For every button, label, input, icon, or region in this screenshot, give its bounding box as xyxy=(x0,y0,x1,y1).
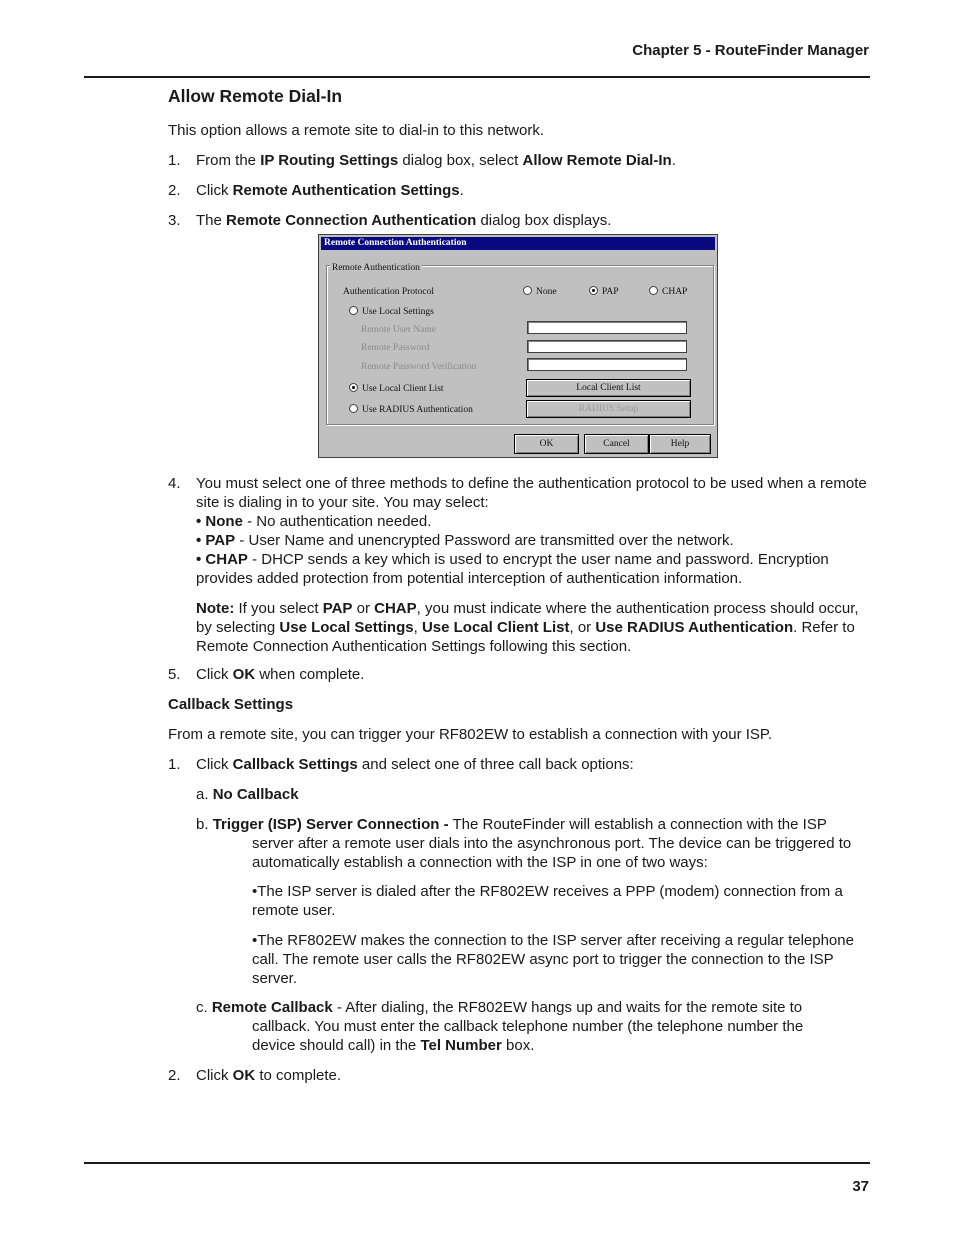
option-pap: • PAP - User Name and unencrypted Password are transmitted over the network. xyxy=(196,532,734,549)
step-number: 3. xyxy=(168,212,181,229)
section-title: Allow Remote Dial-In xyxy=(168,86,343,106)
remote-connection-authentication-dialog xyxy=(318,234,718,458)
header-rule xyxy=(84,76,870,78)
chapter-header: Chapter 5 - RouteFinder Manager xyxy=(632,42,869,59)
page-number: 37 xyxy=(852,1178,869,1195)
remote-password-label: Remote Password xyxy=(361,343,430,353)
note-paragraph: Note: If you select PAP or CHAP, you must indicate where the authentication process should occur, by selecting Use Local Settings, Use Local Client List, or Use RADIUS Authentication. Refer to Remote Connection Authentication Settings following this section. xyxy=(196,600,859,655)
option-chap: • CHAP - DHCP sends a key which is used to encrypt the user name and password. Encryption provides added protection from potential interception of authentication information. xyxy=(196,551,829,587)
callback-settings-title: Callback Settings xyxy=(168,696,294,713)
radio-pap[interactable]: PAP xyxy=(589,283,619,302)
footer-rule xyxy=(84,1162,870,1164)
step-number: 2. xyxy=(168,182,181,199)
option-none: • None - No authentication needed. xyxy=(196,513,432,530)
option-c-description: callback. You must enter the callback telephone number (the telephone number the device should call) in the Tel Number box. xyxy=(252,1018,804,1054)
step-number: 5. xyxy=(168,666,181,683)
dialog-title: Remote Connection Authentication xyxy=(321,237,715,250)
radius-setup-button[interactable]: RADIUS Setup xyxy=(526,400,691,418)
intro-paragraph: This option allows a remote site to dial-in to this network. xyxy=(168,122,545,139)
radio-use-local-settings[interactable]: Use Local Settings xyxy=(349,303,434,322)
radio-icon xyxy=(523,286,532,295)
trigger-bullet-2: •The RF802EW makes the connection to the ISP server after receiving a regular telephone call. The remote user calls the RF802EW async port to trigger the connection to the ISP server. xyxy=(252,932,854,987)
radio-selected-icon xyxy=(589,286,598,295)
remote-user-name-label: Remote User Name xyxy=(361,325,436,335)
callback-intro: From a remote site, you can trigger your RF802EW to establish a connection with your ISP. xyxy=(168,726,773,743)
radio-icon xyxy=(349,306,358,315)
step-number: 1. xyxy=(168,756,181,773)
remote-password-verification-input[interactable] xyxy=(527,358,687,371)
option-b-description: server after a remote user dials into the asynchronous port. The device can be triggered to automatically establish a connection with the ISP in one of two ways: xyxy=(252,835,852,871)
step-4-text: You must select one of three methods to define the authentication protocol to be used when a remote site is dialing in to your site. You may select: xyxy=(196,475,867,511)
radio-use-radius[interactable]: Use RADIUS Authentication xyxy=(349,401,473,420)
radio-none[interactable]: None xyxy=(523,283,557,302)
radio-icon xyxy=(649,286,658,295)
radio-chap[interactable]: CHAP xyxy=(649,283,687,302)
radio-use-local-client-list[interactable]: Use Local Client List xyxy=(349,380,444,399)
remote-user-name-input[interactable] xyxy=(527,321,687,334)
remote-password-verification-label: Remote Password Verification xyxy=(361,362,477,372)
remote-password-input[interactable] xyxy=(527,340,687,353)
local-client-list-button[interactable]: Local Client List xyxy=(526,379,691,397)
option-c-remote-callback: c. Remote Callback - After dialing, the RF802EW hangs up and waits for the remote site to xyxy=(196,999,803,1016)
protocol-label: Authentication Protocol xyxy=(343,287,435,297)
trigger-bullet-1: •The ISP server is dialed after the RF802EW receives a PPP (modem) connection from a remote user. xyxy=(252,883,843,919)
ok-button[interactable]: OK xyxy=(514,434,579,454)
step-number: 4. xyxy=(168,475,181,492)
cancel-button[interactable]: Cancel xyxy=(584,434,649,454)
step-number: 1. xyxy=(168,152,181,169)
help-button[interactable]: Help xyxy=(649,434,711,454)
option-b-trigger-server: b. Trigger (ISP) Server Connection - The RouteFinder will establish a connection with the ISP xyxy=(196,816,827,833)
option-a-no-callback: a. No Callback xyxy=(196,786,299,803)
radio-icon xyxy=(349,404,358,413)
group-label: Remote Authentication xyxy=(330,259,422,278)
radio-selected-icon xyxy=(349,383,358,392)
step-number: 2. xyxy=(168,1067,181,1084)
